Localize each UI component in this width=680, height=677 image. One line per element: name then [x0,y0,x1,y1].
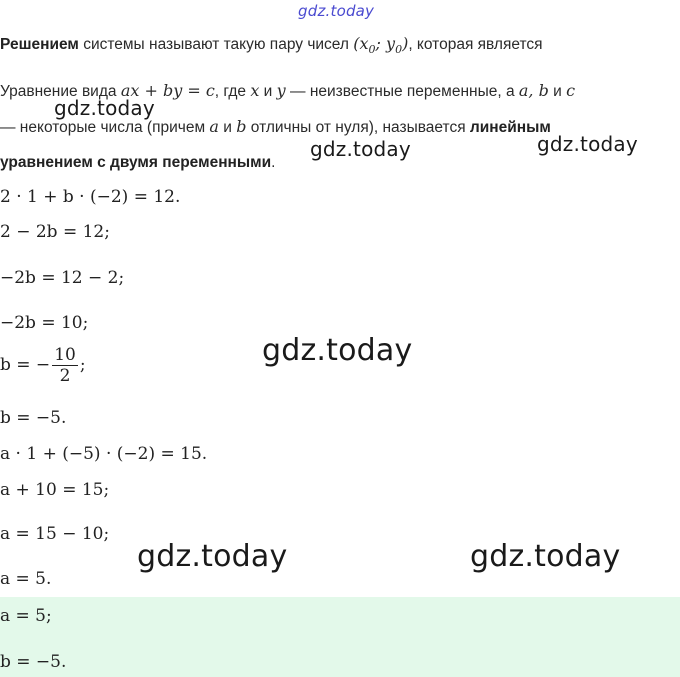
watermark-small-1: gdz.today [54,96,155,120]
answer-box [0,597,680,677]
equation-7: a · 1 + (−5) · (−2) = 15. [0,444,208,464]
watermark-top: gdz.today [298,2,375,20]
watermark-big-1: gdz.today [262,333,413,368]
equation-1: 2 · 1 + b · (−2) = 12. [0,187,181,207]
equation-5: b = − $\frac{10}{2}$ ; [0,345,86,386]
watermark-small-3: gdz.today [537,132,638,156]
watermark-big-3: gdz.today [470,539,621,574]
fraction: $\frac{10}{2}$ [54,345,76,386]
term-linear-two-vars: уравнением с двумя переменными [0,154,272,171]
answer-b: b = −5. [0,652,67,672]
text: системы называют такую пару чисел [78,36,354,53]
watermark-big-2: gdz.today [137,539,288,574]
equation-2: 2 − 2b = 12; [0,222,110,242]
math-formula: ax + by = c [120,81,215,100]
equation-9: a = 15 − 10; [0,524,110,544]
equation-10: a = 5. [0,569,52,589]
math-pair: ($x_0$; $y_0$) [353,34,409,57]
watermark-small-2: gdz.today [310,137,411,161]
answer-a: a = 5; [0,606,52,626]
definition-linear-line1: Уравнение вида ax + by = c, где x и y — неизвестные переменные, а a, b и c [0,81,576,100]
term-solution: Решением [0,36,79,53]
definition-linear-line3: уравнением с двумя переменными. [0,154,276,171]
text: , которая является [408,36,543,53]
equation-3: −2b = 12 − 2; [0,268,125,288]
term-linear: линейным [469,119,551,136]
equation-8: a + 10 = 15; [0,480,110,500]
definition-solution [0,34,543,56]
definition-linear-line2: — некоторые числа (причем a и b отличны от нуля), называется линейным [0,117,551,136]
equation-6: b = −5. [0,408,67,428]
equation-4: −2b = 10; [0,313,89,333]
